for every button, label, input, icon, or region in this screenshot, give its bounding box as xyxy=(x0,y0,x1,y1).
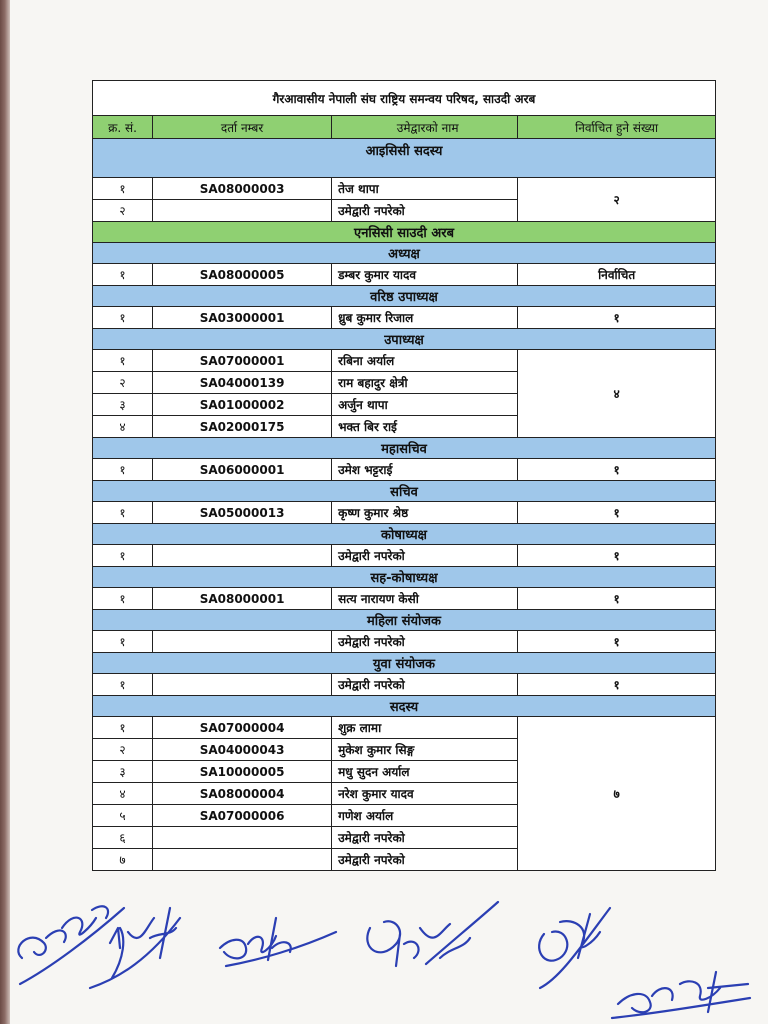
section-president: अध्यक्ष xyxy=(93,243,716,264)
section-icc: आइसिसी सदस्य xyxy=(93,139,716,178)
header-serial: क्र. सं. xyxy=(93,116,153,139)
signature-3 xyxy=(220,918,336,966)
elected-count: निर्वाचित xyxy=(518,264,716,286)
section-senior-vp: वरिष्ठ उपाध्यक्ष xyxy=(93,286,716,307)
signature-5 xyxy=(539,908,610,988)
section-general-secretary: महासचिव xyxy=(93,438,716,459)
section-treasurer: कोषाध्यक्ष xyxy=(93,524,716,545)
elected-count: १ xyxy=(518,588,716,610)
header-elected-count: निर्वाचित हुने संख्या xyxy=(518,116,716,139)
table-row: ४ SA08000004 नरेश कुमार यादव xyxy=(93,783,716,805)
table-row: १ उमेद्वारी नपरेको १ xyxy=(93,674,716,696)
table-row: १ SA08000001 सत्य नारायण केसी १ xyxy=(93,588,716,610)
table-row: ७ उमेद्वारी नपरेको xyxy=(93,849,716,871)
table-row: १ SA08000003 तेज थापा २ xyxy=(93,178,716,200)
elected-count: १ xyxy=(518,631,716,653)
section-ncc: एनसिसी साउदी अरब xyxy=(93,222,716,243)
elected-count: ४ xyxy=(518,350,716,438)
header-candidate-name: उमेद्वारको नाम xyxy=(332,116,518,139)
elected-count: २ xyxy=(518,178,716,222)
table-row: १ SA07000004 शुक्र लामा ७ xyxy=(93,717,716,739)
table-row: १ SA03000001 ध्रुब कुमार रिजाल १ xyxy=(93,307,716,329)
table-row: ४ SA02000175 भक्त बिर राई xyxy=(93,416,716,438)
table-row: १ SA07000001 रबिना अर्याल ४ xyxy=(93,350,716,372)
elected-count: १ xyxy=(518,674,716,696)
table-row: १ SA08000005 डम्बर कुमार यादव निर्वाचित xyxy=(93,264,716,286)
section-members: सदस्य xyxy=(93,696,716,717)
header-row xyxy=(93,116,716,139)
table-row: ५ SA07000006 गणेश अर्याल xyxy=(93,805,716,827)
table-title: गैरआवासीय नेपाली संघ राष्ट्रिय समन्वय परिषद, साउदी अरब xyxy=(93,81,716,116)
table-row: ६ उमेद्वारी नपरेको xyxy=(93,827,716,849)
table-row: १ SA05000013 कृष्ण कुमार श्रेष्ठ १ xyxy=(93,502,716,524)
table-row: ३ SA01000002 अर्जुन थापा xyxy=(93,394,716,416)
table-row: २ SA04000043 मुकेश कुमार सिङ्ग xyxy=(93,739,716,761)
table-row: १ SA06000001 उमेश भट्टराई १ xyxy=(93,459,716,481)
elected-count: १ xyxy=(518,502,716,524)
header-registration: दर्ता नम्बर xyxy=(153,116,332,139)
table-row: २ SA04000139 राम बहादुर क्षेत्री xyxy=(93,372,716,394)
section-secretary: सचिव xyxy=(93,481,716,502)
elected-count: ७ xyxy=(518,717,716,871)
signatures-area xyxy=(0,888,768,1024)
section-youth-coordinator: युवा संयोजक xyxy=(93,653,716,674)
table-row: ३ SA10000005 मधु सुदन अर्याल xyxy=(93,761,716,783)
table-row: १ उमेद्वारी नपरेको १ xyxy=(93,631,716,653)
signature-2 xyxy=(90,908,180,988)
election-result-table xyxy=(92,80,716,871)
section-vp: उपाध्यक्ष xyxy=(93,329,716,350)
section-co-treasurer: सह-कोषाध्यक्ष xyxy=(93,567,716,588)
elected-count: १ xyxy=(518,307,716,329)
signature-4 xyxy=(367,902,498,966)
section-women-coordinator: महिला संयोजक xyxy=(93,610,716,631)
table-row: २ उमेद्वारी नपरेको xyxy=(93,200,716,222)
elected-count: १ xyxy=(518,545,716,567)
table-row: १ उमेद्वारी नपरेको १ xyxy=(93,545,716,567)
signature-6 xyxy=(612,972,750,1018)
elected-count: १ xyxy=(518,459,716,481)
signature-1 xyxy=(18,906,124,984)
